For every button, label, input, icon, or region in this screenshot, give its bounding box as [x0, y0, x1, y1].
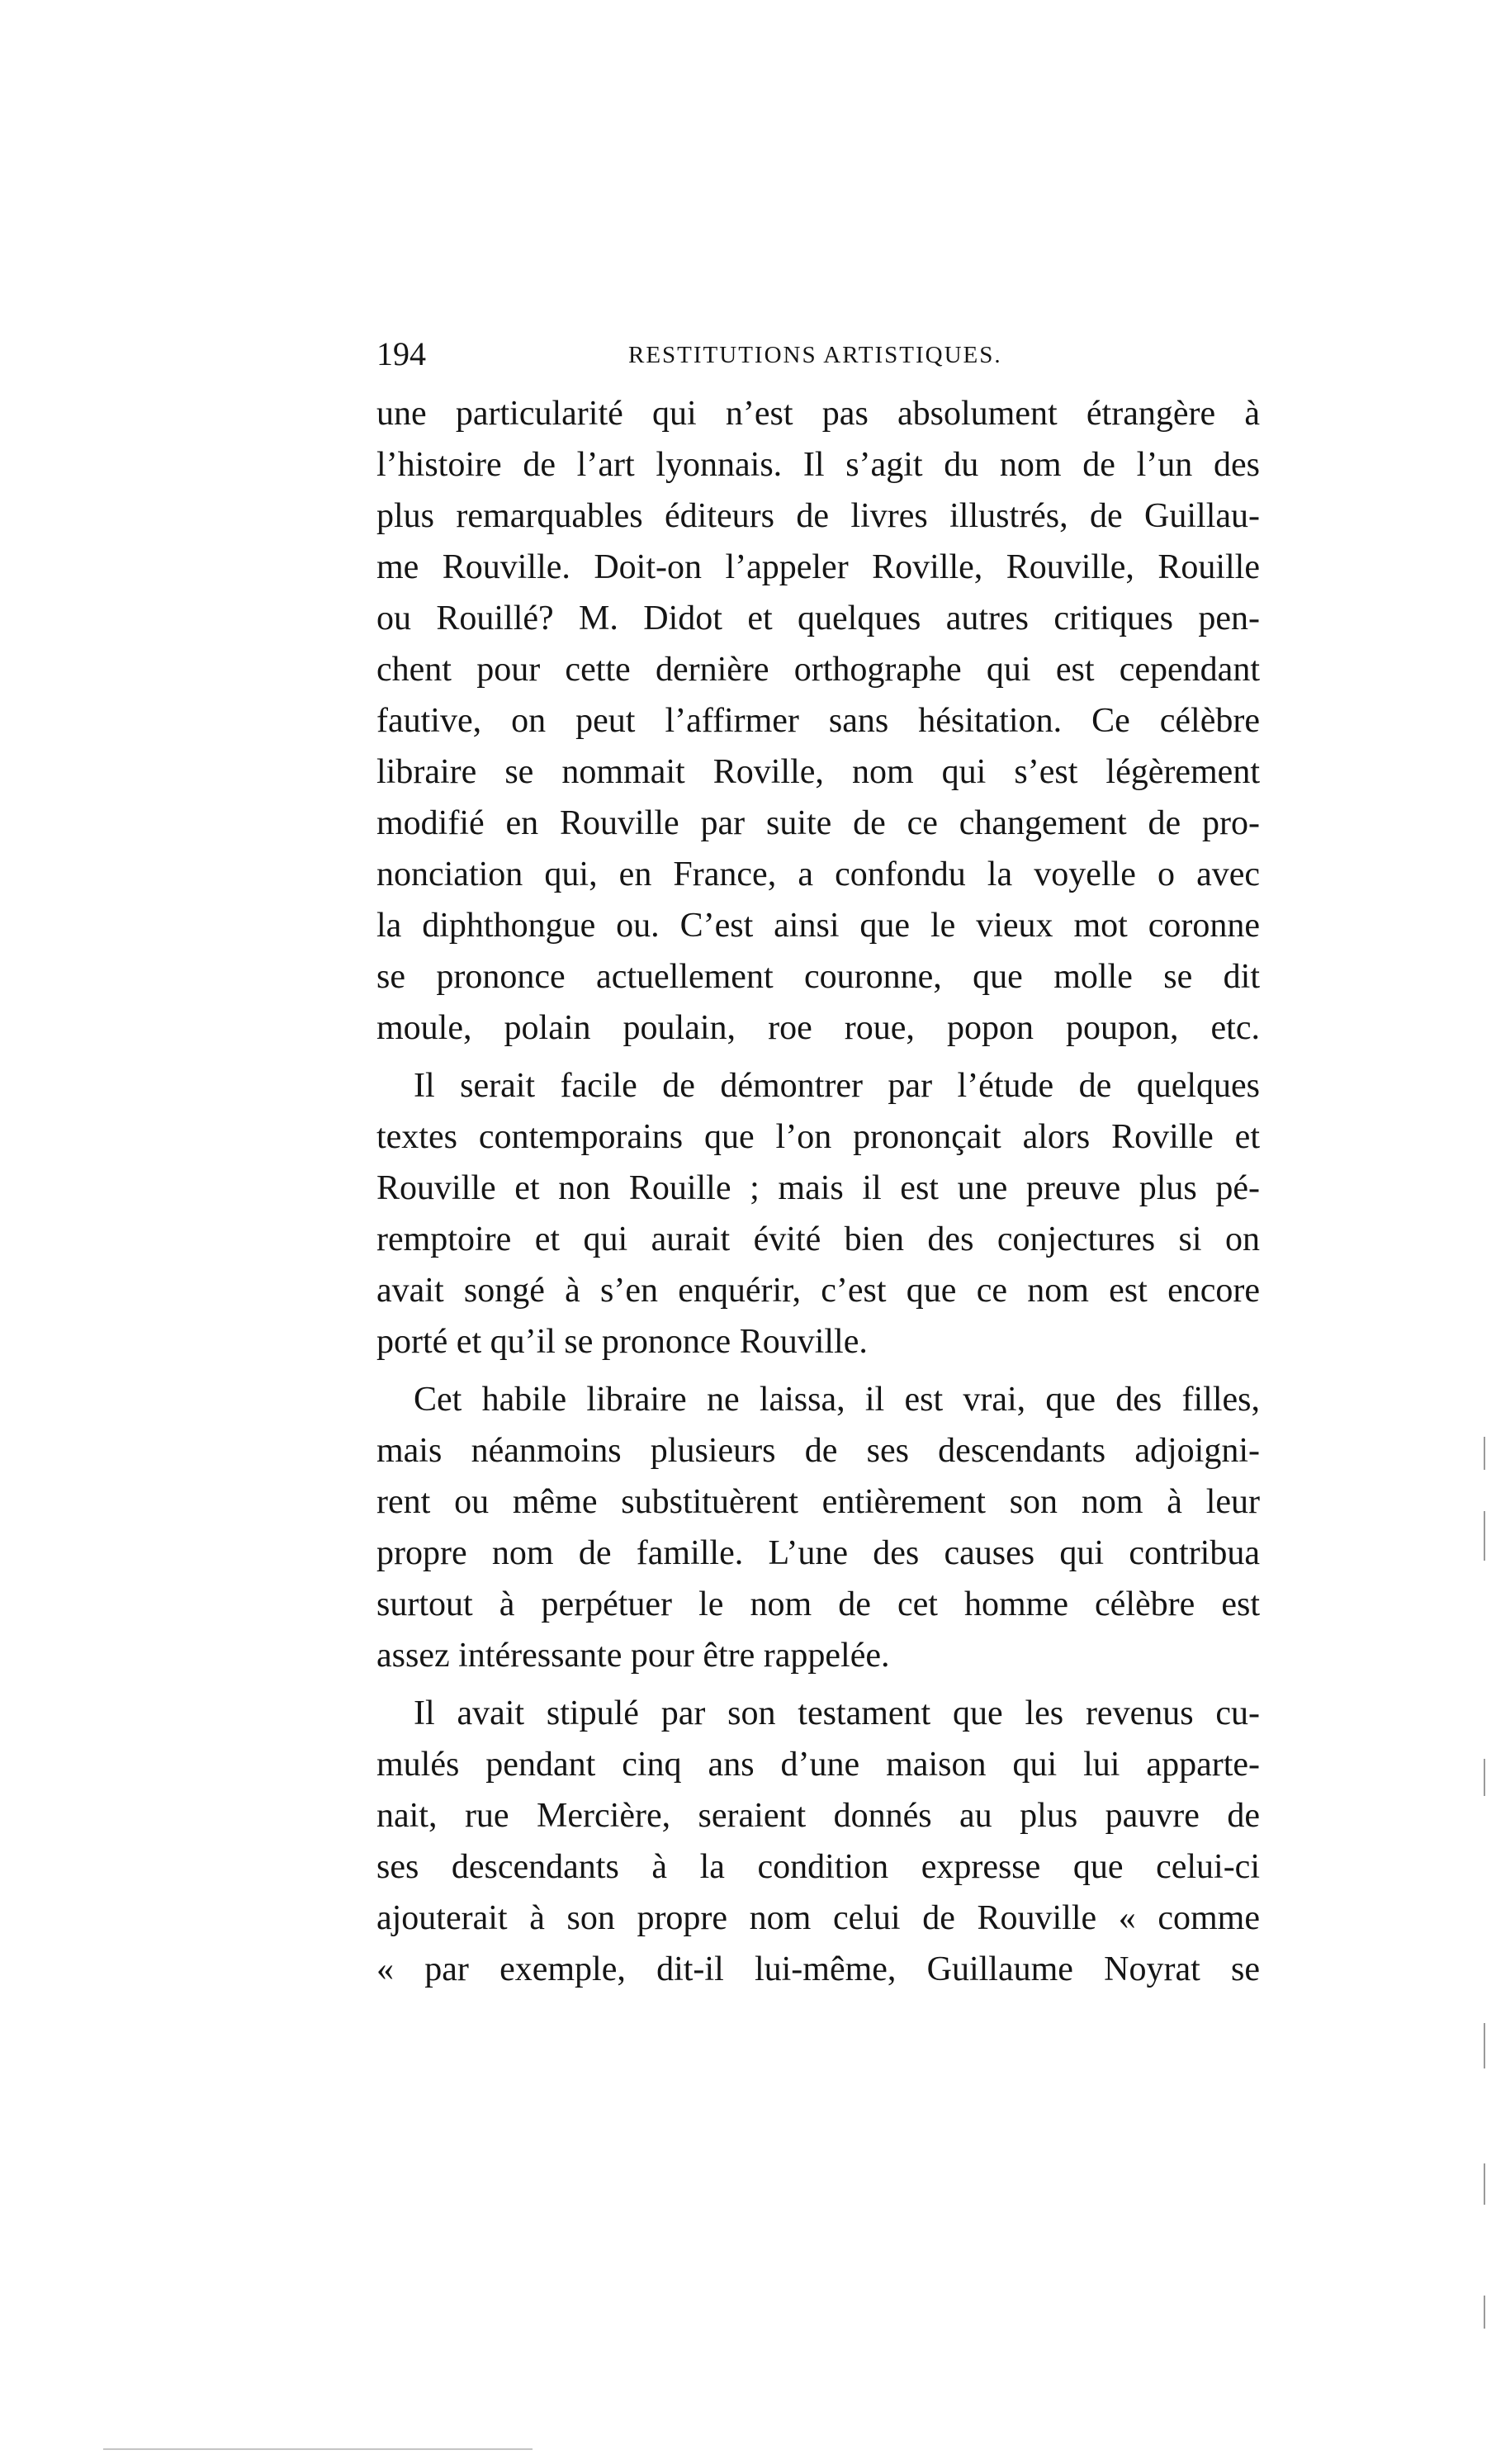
text-line: ou Rouillé? M. Didot et quelques autres critiques pen-: [376, 599, 1260, 637]
text-line: la diphthongue ou. C’est ainsi que le vieux mot coronne: [376, 907, 1260, 945]
text-line: moule, polain poulain, roe roue, popon poupon, etc.: [376, 1009, 1260, 1047]
paragraph: [376, 388, 1260, 1054]
text-line: ses descendants à la condition expresse que celui-ci: [376, 1848, 1260, 1886]
text-line: se prononce actuellement couronne, que molle se dit: [376, 958, 1260, 996]
text-line: Rouville et non Rouille ; mais il est une preuve plus pé-: [376, 1169, 1260, 1207]
text-line: modifié en Rouville par suite de ce changement de pro-: [376, 804, 1260, 842]
scan-artifact: [103, 2448, 533, 2450]
text-line: fautive, on peut l’affirmer sans hésitation. Ce célèbre: [376, 702, 1260, 740]
text-line: surtout à perpétuer le nom de cet homme célèbre est: [376, 1585, 1260, 1623]
text-line: nait, rue Mercière, seraient donnés au plus pauvre de: [376, 1797, 1260, 1835]
text-line: porté et qu’il se prononce Rouville.: [376, 1323, 868, 1361]
text-line: assez intéressante pour être rappelée.: [376, 1637, 890, 1675]
text-line: me Rouville. Doit-on l’appeler Roville, Rouville, Rouille: [376, 548, 1260, 586]
scan-artifact: [1484, 2023, 1485, 2068]
text-line: Il serait facile de démontrer par l’étude de quelques: [414, 1067, 1260, 1105]
text-line: avait songé à s’en enquérir, c’est que ce nom est encore: [376, 1272, 1260, 1310]
text-line: nonciation qui, en France, a confondu la voyelle o avec: [376, 855, 1260, 893]
page-number: 194: [376, 335, 426, 372]
text-line: ajouterait à son propre nom celui de Rouville « comme: [376, 1899, 1260, 1937]
text-line: « par exemple, dit-il lui-même, Guillaume Noyrat se: [376, 1950, 1260, 1988]
running-head: RESTITUTIONS ARTISTIQUES.: [628, 342, 1002, 368]
text-line: Il avait stipulé par son testament que les revenus cu-: [414, 1694, 1260, 1732]
text-line: remptoire et qui aurait évité bien des conjectures si on: [376, 1220, 1260, 1258]
text-line: chent pour cette dernière orthographe qui est cependant: [376, 651, 1260, 689]
paragraph: [376, 1374, 1260, 1681]
text-line: libraire se nommait Roville, nom qui s’est légèrement: [376, 753, 1260, 791]
body-text: [376, 388, 1260, 1995]
page-header: [376, 334, 1318, 375]
paragraph: [376, 1688, 1260, 1995]
text-line: l’histoire de l’art lyonnais. Il s’agit du nom de l’un des: [376, 446, 1260, 484]
text-line: une particularité qui n’est pas absolument étrangère à: [376, 395, 1260, 433]
scan-artifact: [1484, 1437, 1485, 1470]
text-line: mulés pendant cinq ans d’une maison qui lui apparte-: [376, 1746, 1260, 1784]
scan-artifact: [1484, 2296, 1485, 2329]
text-line: mais néanmoins plusieurs de ses descendants adjoigni-: [376, 1432, 1260, 1470]
text-line: plus remarquables éditeurs de livres illustrés, de Guillau-: [376, 497, 1260, 535]
scan-artifact: [1484, 1511, 1485, 1561]
text-line: textes contemporains que l’on prononçait alors Roville et: [376, 1118, 1260, 1156]
scan-artifact: [1484, 1759, 1485, 1796]
text-line: rent ou même substituèrent entièrement son nom à leur: [376, 1483, 1260, 1521]
text-line: propre nom de famille. L’une des causes qui contribua: [376, 1534, 1260, 1572]
text-line: Cet habile libraire ne laissa, il est vrai, que des filles,: [414, 1381, 1260, 1419]
scan-artifact: [1484, 2163, 1485, 2205]
paragraph: [376, 1060, 1260, 1367]
